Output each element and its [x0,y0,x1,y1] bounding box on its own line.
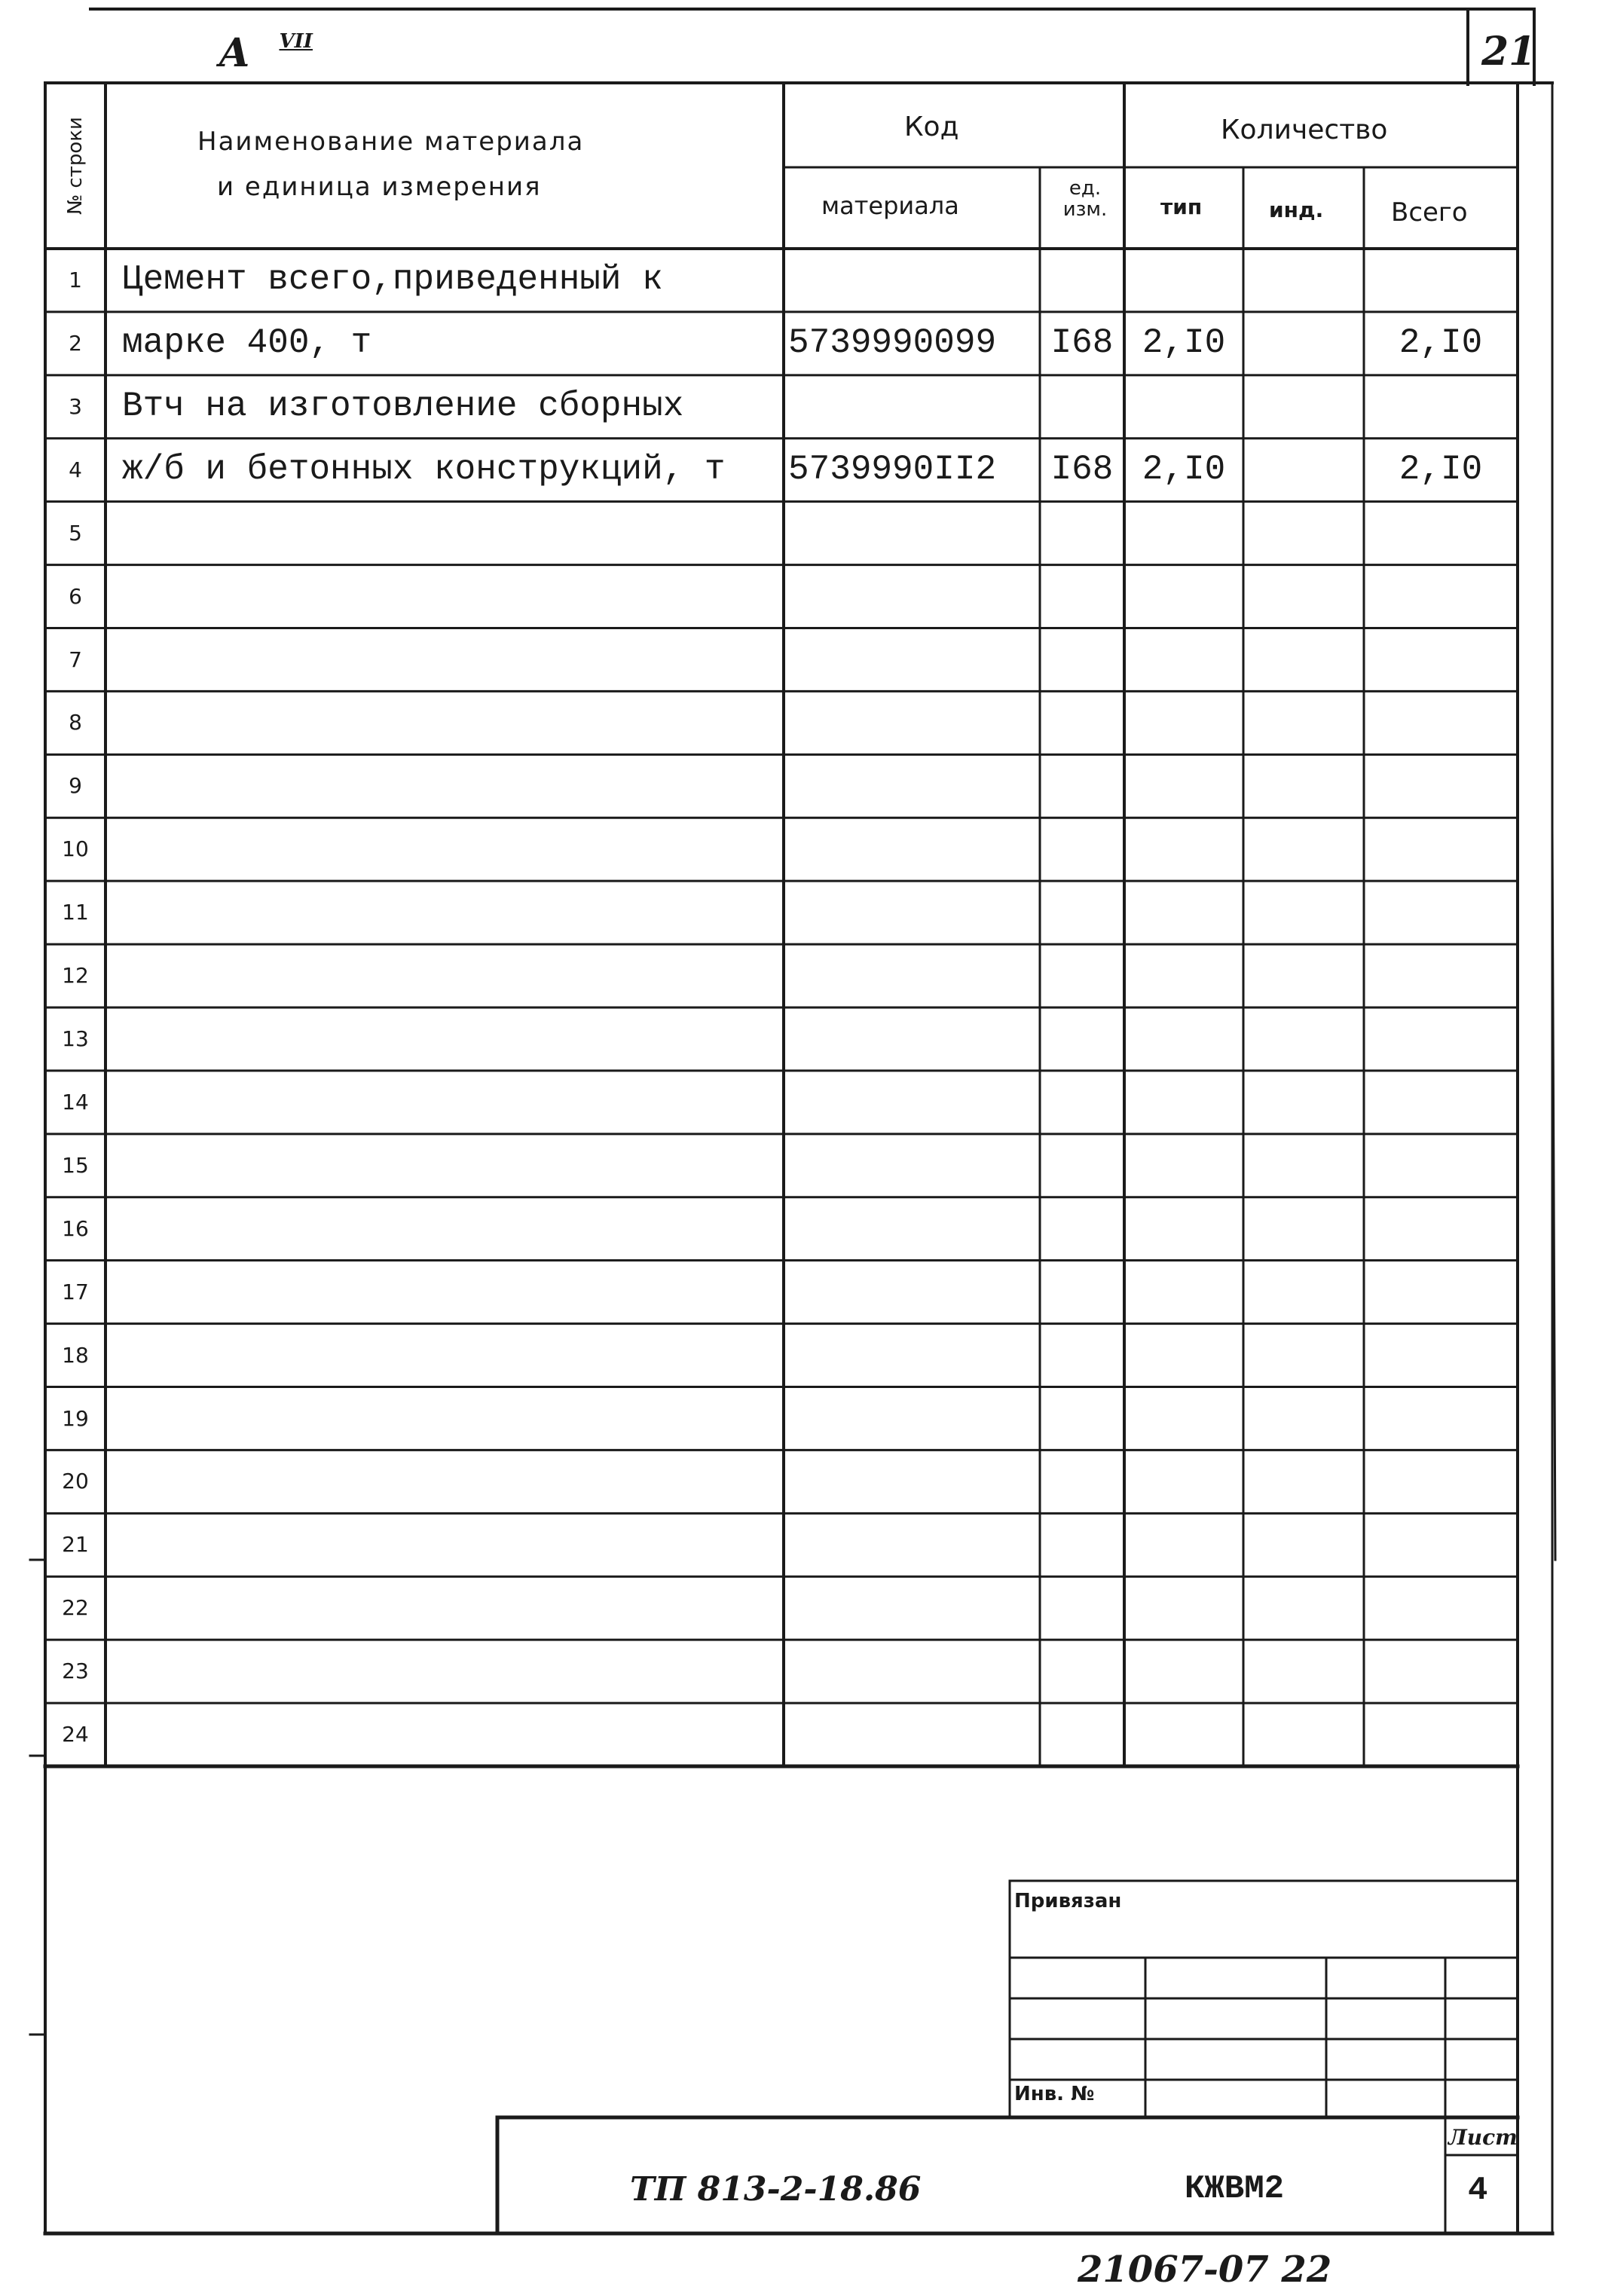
cell-qty-total [1364,1640,1518,1703]
cell-qty-ind [1243,944,1364,1007]
cell-unit-code [1040,1387,1124,1451]
column-header-name-line1: Наименование материала [197,127,585,157]
cell-qty-total [1364,1261,1518,1324]
cell-material-code: 5739990II2 [788,449,997,489]
cell-unit-code [1040,502,1124,565]
cell-qty-type [1124,1197,1243,1261]
cell-material-name [122,1324,784,1387]
cell-qty-total [1364,1703,1518,1766]
column-header-code-unit: ед. изм. [1062,177,1108,221]
cell-row-number: 1 [69,268,82,292]
cell-qty-total [1364,881,1518,944]
cell-qty-ind [1243,1071,1364,1134]
cell-material-name [122,1450,784,1513]
table-row [0,1261,1602,1324]
cell-unit-code [1040,1513,1124,1576]
cell-qty-type [1124,691,1243,754]
cell-row-number: 3 [69,393,82,419]
cell-qty-type [1124,1387,1243,1451]
cell-unit-code [1040,1450,1124,1513]
cell-qty-ind [1243,249,1364,312]
page-number: 21 [1481,29,1536,75]
cell-qty-total [1364,1387,1518,1451]
cell-row-number: 21 [62,1532,89,1558]
cell-qty-type [1124,565,1243,628]
cell-qty-total [1364,1197,1518,1261]
cell-material-name [122,1197,784,1261]
cell-qty-ind [1243,1197,1364,1261]
cell-qty-ind [1243,1640,1364,1703]
cell-unit-code [1040,881,1124,944]
sheet-mark-letter: А [219,30,251,76]
cell-qty-ind [1243,439,1364,502]
cell-qty-type: 2,I0 [1142,323,1226,362]
cell-qty-type [1124,881,1243,944]
cell-qty-total [1364,1007,1518,1071]
cell-qty-ind [1243,1576,1364,1640]
cell-qty-ind [1243,1513,1364,1576]
table-row [0,1387,1602,1451]
table-row [0,312,1602,375]
cell-material-name [122,1576,784,1640]
table-row [0,1071,1602,1134]
cell-unit-code: I68 [1050,449,1114,489]
cell-qty-ind [1243,1324,1364,1387]
cell-row-number: 8 [69,710,82,735]
cell-unit-code [1040,1134,1124,1197]
cell-material-code [788,1576,1040,1640]
cell-unit-code [1040,1197,1124,1261]
cell-qty-total [1364,1071,1518,1134]
cell-qty-type [1124,818,1243,881]
cell-material-code [788,818,1040,881]
table-row [0,502,1602,565]
cell-qty-total [1364,565,1518,628]
cell-material-name: марке 400, т [122,323,372,362]
document-code: КЖВМ2 [1185,2170,1285,2208]
cell-material-name [122,818,784,881]
cell-material-code [788,565,1040,628]
cell-material-code [788,1513,1040,1576]
cell-row-number: 22 [62,1595,89,1621]
cell-qty-total: 2,I0 [1399,449,1483,489]
cell-material-code [788,249,1040,312]
cell-material-code [788,1007,1040,1071]
cell-unit-code [1040,1576,1124,1640]
cell-qty-type [1124,1703,1243,1766]
table-row [0,1197,1602,1261]
cell-material-code [788,1703,1040,1766]
inventory-number-label: Инв. № [1014,2083,1095,2105]
cell-unit-code [1040,1324,1124,1387]
cell-material-name [122,1703,784,1766]
cell-row-number: 24 [62,1722,89,1747]
cell-qty-total [1364,1324,1518,1387]
cell-row-number: 17 [62,1279,89,1304]
cell-unit-code [1040,944,1124,1007]
cell-qty-total [1364,628,1518,692]
cell-unit-code [1040,754,1124,818]
cell-qty-ind [1243,502,1364,565]
cell-material-code [788,375,1040,439]
cell-unit-code [1040,1640,1124,1703]
cell-material-name: Цемент всего,приведенный к [122,260,663,299]
cell-unit-code [1040,1007,1124,1071]
sheet-mark-sup: VII [279,30,313,53]
cell-qty-ind [1243,1450,1364,1513]
cell-row-number: 12 [62,963,89,989]
table-row [0,818,1602,881]
cell-qty-ind [1243,754,1364,818]
cell-material-name [122,1640,784,1703]
table-row [0,1640,1602,1703]
cell-row-number: 6 [69,583,82,609]
cell-qty-total [1364,1576,1518,1640]
cell-qty-type [1124,375,1243,439]
cell-qty-total [1364,375,1518,439]
cell-qty-ind [1243,881,1364,944]
cell-unit-code [1040,1071,1124,1134]
cell-qty-ind [1243,628,1364,692]
cell-unit-code [1040,1703,1124,1766]
cell-material-name [122,754,784,818]
table-row [0,1134,1602,1197]
sheet-mark [219,30,313,76]
cell-qty-total [1364,691,1518,754]
cell-qty-total [1364,1513,1518,1576]
table-row [0,375,1602,439]
column-header-qty-total: Всего [1391,197,1468,228]
cell-material-code [788,691,1040,754]
table-row [0,881,1602,944]
cell-material-code [788,1387,1040,1451]
cell-qty-ind [1243,375,1364,439]
cell-qty-ind [1243,1703,1364,1766]
footer-note: 21067-07 22 [1078,2249,1332,2291]
cell-row-number: 16 [62,1215,89,1241]
cell-row-number: 4 [69,457,82,482]
cell-row-number: 5 [69,520,82,546]
column-header-name-line2: и единица измерения [217,172,542,202]
table-row [0,1576,1602,1640]
cell-unit-code [1040,565,1124,628]
cell-qty-type [1124,1324,1243,1387]
cell-material-code [788,1261,1040,1324]
cell-row-number: 23 [62,1659,89,1684]
cell-material-code [788,1324,1040,1387]
cell-material-name [122,881,784,944]
cell-material-name [122,691,784,754]
cell-qty-type [1124,1513,1243,1576]
cell-unit-code: I68 [1050,323,1114,362]
cell-qty-ind [1243,1387,1364,1451]
cell-row-number: 20 [62,1469,89,1494]
cell-material-code [788,1071,1040,1134]
cell-material-code [788,1134,1040,1197]
cell-unit-code [1040,818,1124,881]
cell-material-name [122,565,784,628]
column-header-code-material: материала [821,191,959,220]
cell-material-code [788,881,1040,944]
cell-qty-type [1124,1450,1243,1513]
cell-qty-type [1124,249,1243,312]
cell-qty-type [1124,502,1243,565]
cell-material-name [122,1261,784,1324]
cell-qty-total [1364,818,1518,881]
cell-qty-total [1364,1450,1518,1513]
cell-row-number: 14 [62,1089,89,1114]
cell-material-name [122,628,784,692]
table-row [0,691,1602,754]
cell-qty-ind [1243,691,1364,754]
table-row [0,1703,1602,1766]
cell-material-name [122,1387,784,1451]
sheet-label: Лист [1448,2125,1518,2150]
cell-qty-type [1124,1007,1243,1071]
table-row [0,1513,1602,1576]
binding-title: Привязан [1014,1890,1122,1912]
cell-row-number: 10 [62,836,89,862]
cell-qty-type [1124,1640,1243,1703]
cell-unit-code [1040,1261,1124,1324]
cell-row-number: 15 [62,1152,89,1178]
cell-material-code [788,1197,1040,1261]
cell-qty-total: 2,I0 [1399,323,1483,362]
table-row [0,944,1602,1007]
cell-qty-total [1364,1134,1518,1197]
cell-unit-code [1040,375,1124,439]
sheet-number: 4 [1468,2172,1488,2209]
cell-qty-type [1124,1576,1243,1640]
cell-row-number: 7 [69,647,82,672]
table-row [0,565,1602,628]
cell-row-number: 9 [69,773,82,799]
cell-qty-type: 2,I0 [1142,449,1226,489]
cell-material-code [788,754,1040,818]
cell-qty-type [1124,1134,1243,1197]
table-row [0,1450,1602,1513]
cell-qty-ind [1243,818,1364,881]
table-row [0,439,1602,502]
cell-material-code [788,944,1040,1007]
column-header-row-no: № строки [64,117,87,215]
cell-material-code [788,1640,1040,1703]
cell-qty-total [1364,754,1518,818]
cell-qty-type [1124,1261,1243,1324]
cell-qty-total [1364,249,1518,312]
cell-row-number: 2 [69,330,82,356]
cell-material-name: Втч на изготовление сборных [122,386,684,426]
cell-qty-ind [1243,1134,1364,1197]
cell-material-name [122,1071,784,1134]
cell-qty-ind [1243,565,1364,628]
cell-qty-ind [1243,1261,1364,1324]
table-row [0,628,1602,692]
cell-material-code [788,502,1040,565]
cell-material-name [122,944,784,1007]
cell-material-code [788,1450,1040,1513]
cell-unit-code [1040,249,1124,312]
cell-material-name: ж/б и бетонных конструкций, т [122,449,726,489]
cell-qty-type [1124,944,1243,1007]
cell-material-name [122,1007,784,1071]
table-row [0,754,1602,818]
table-row [0,249,1602,312]
cell-material-code [788,628,1040,692]
column-header-qty-ind: инд. [1269,197,1324,222]
cell-qty-type [1124,754,1243,818]
cell-qty-type [1124,1071,1243,1134]
cell-material-name [122,1513,784,1576]
cell-row-number: 11 [62,900,89,925]
cell-material-name [122,502,784,565]
cell-material-name [122,1134,784,1197]
cell-qty-type [1124,628,1243,692]
cell-qty-ind [1243,1007,1364,1071]
cell-unit-code [1040,691,1124,754]
column-header-qty-group: Количество [1221,115,1388,145]
cell-row-number: 18 [62,1342,89,1368]
cell-unit-code [1040,628,1124,692]
column-header-code-group: Код [904,112,959,142]
cell-qty-ind [1243,312,1364,375]
cell-row-number: 19 [62,1405,89,1431]
cell-row-number: 13 [62,1026,89,1051]
document-number: ТП 813-2-18.86 [630,2170,922,2209]
cell-qty-total [1364,502,1518,565]
column-header-qty-type: тип [1160,194,1203,219]
table-row [0,1007,1602,1071]
cell-qty-total [1364,944,1518,1007]
table-row [0,1324,1602,1387]
cell-material-code: 5739990099 [788,323,997,362]
